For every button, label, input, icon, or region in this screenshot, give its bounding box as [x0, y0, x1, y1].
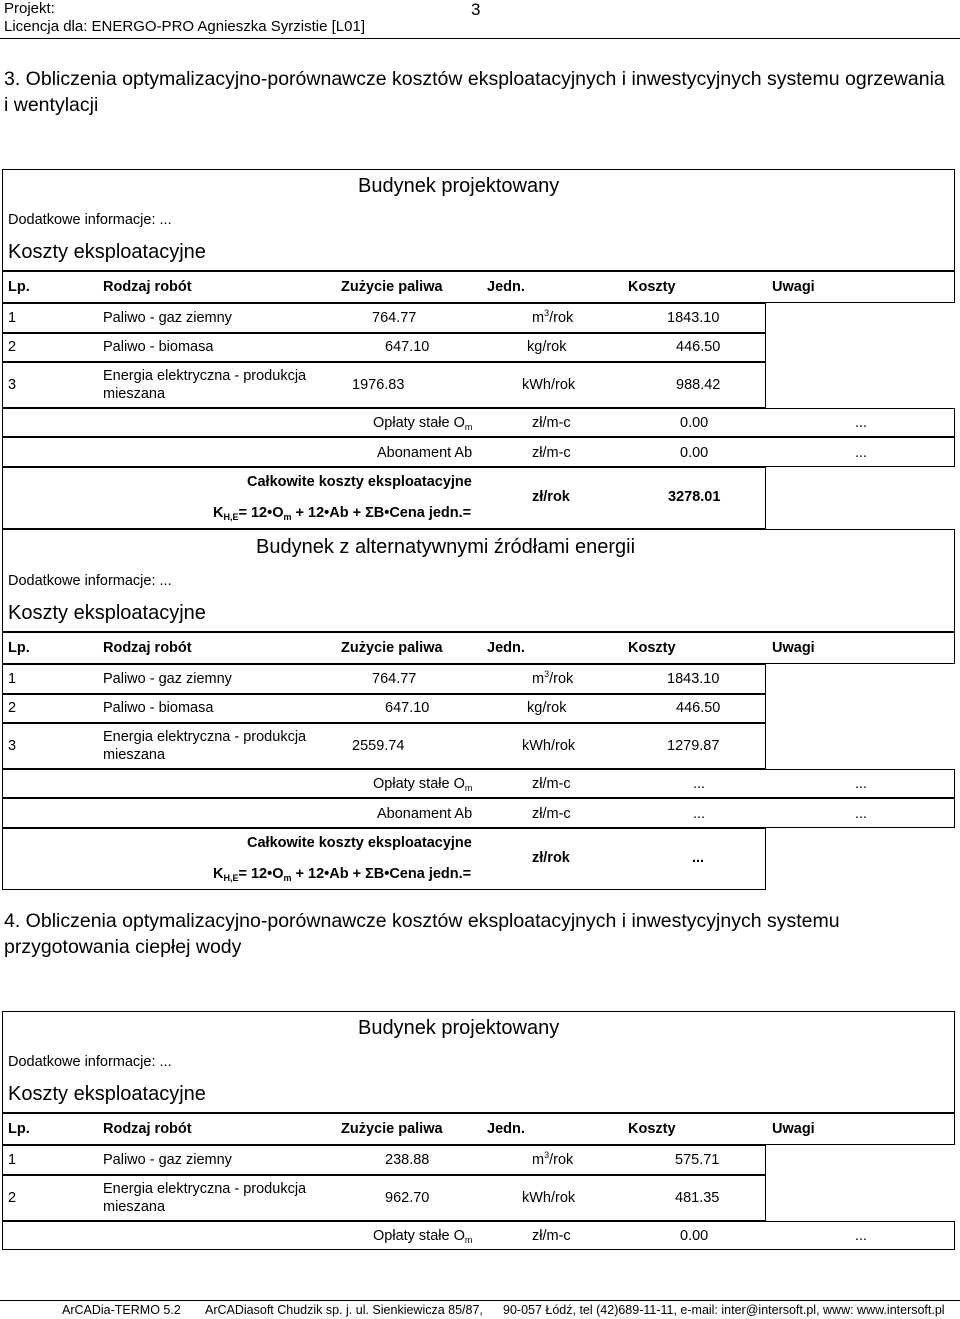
row-zuzycie: 1976.83 [352, 377, 405, 393]
fees-label: Opłaty stałe $O_m$ [373, 776, 473, 793]
col-rodzaj: Rodzaj robót [103, 279, 192, 295]
col-jedn: Jedn. [487, 640, 525, 656]
row-rodzaj-line1: Energia elektryczna - produkcja [103, 1181, 307, 1197]
row-koszty: 481.35 [675, 1190, 720, 1206]
fees-remarks: ... [855, 1228, 868, 1244]
row-koszty: 575.71 [675, 1152, 720, 1168]
row-koszty: 1279.87 [667, 738, 720, 754]
block-c-costs-heading: Koszty eksploatacyjne [8, 1083, 206, 1105]
project-label: Projekt: [4, 0, 55, 17]
col-lp: Lp. [8, 1121, 30, 1137]
subscription-label: Abonament Ab [377, 445, 473, 461]
row-lp: 1 [8, 1152, 17, 1168]
row-jedn: kWh/rok [522, 1190, 576, 1206]
row-lp: 3 [8, 738, 17, 754]
total-label: Całkowite koszty eksploatacyjne [247, 474, 472, 490]
row-jedn: $m^3$/rok [532, 1150, 574, 1168]
row-zuzycie: 647.10 [385, 700, 430, 716]
fees-unit: zł/m-c [532, 1228, 571, 1244]
row-jedn: kg/rok [527, 700, 567, 716]
row-koszty: 446.50 [676, 339, 721, 355]
total-unit: zł/rok [532, 489, 570, 505]
subscription-label: Abonament Ab [377, 806, 473, 822]
subscription-unit: zł/m-c [532, 806, 571, 822]
fees-value: 0.00 [680, 1228, 709, 1244]
col-lp: Lp. [8, 640, 30, 656]
col-lp: Lp. [8, 279, 30, 295]
row-rodzaj-line2: mieszana [103, 386, 166, 402]
row-lp: 1 [8, 671, 17, 687]
block-c-title: Budynek projektowany [358, 1017, 560, 1039]
row-jedn: $m^3$/rok [532, 308, 574, 326]
col-koszty: Koszty [628, 1121, 676, 1137]
block-a-additional-info: Dodatkowe informacje: ... [8, 212, 172, 228]
fees-label: Opłaty stałe $O_m$ [373, 1228, 473, 1245]
row-zuzycie: 647.10 [385, 339, 430, 355]
total-unit: zł/rok [532, 850, 570, 866]
row-rodzaj: Paliwo - gaz ziemny [103, 310, 232, 326]
total-value: ... [692, 850, 705, 866]
col-zuzycie: Zużycie paliwa [341, 1121, 443, 1137]
row-jedn: kWh/rok [522, 738, 576, 754]
fees-unit: zł/m-c [532, 776, 571, 792]
row-rodzaj: Paliwo - biomasa [103, 700, 214, 716]
row-zuzycie: 2559.74 [352, 738, 405, 754]
footer-address: 90-057 Łódź, tel (42)689-11-11, e-mail: inter@intersoft.pl, www: www.intersoft.pl [503, 1303, 945, 1317]
subscription-remarks: ... [855, 445, 868, 461]
total-formula: $K_{H,E}=$ $12•O_m$ + 12•Ab + ΣB•Cena jedn.= [213, 505, 472, 522]
col-koszty: Koszty [628, 279, 676, 295]
total-label: Całkowite koszty eksploatacyjne [247, 835, 472, 851]
fees-row [2, 408, 955, 437]
fees-value: ... [693, 776, 706, 792]
row-jedn: kg/rok [527, 339, 567, 355]
subscription-row [2, 798, 955, 828]
fees-row [2, 1221, 955, 1250]
fees-remarks: ... [855, 776, 868, 792]
row-rodzaj-line2: mieszana [103, 747, 166, 763]
block-c-additional-info: Dodatkowe informacje: ... [8, 1054, 172, 1070]
row-lp: 2 [8, 339, 17, 355]
row-zuzycie: 764.77 [372, 671, 417, 687]
row-koszty: 988.42 [676, 377, 721, 393]
section-3-title: 3. Obliczenia optymalizacyjno-porównawcze kosztów eksploatacyjnych i inwestycyjnych systemu ogrzewania i wentylacji [4, 68, 945, 116]
col-jedn: Jedn. [487, 1121, 525, 1137]
fees-label: Opłaty stałe $O_m$ [373, 415, 473, 432]
row-rodzaj: Paliwo - gaz ziemny [103, 671, 232, 687]
block-b-title: Budynek z alternatywnymi źródłami energii [256, 536, 636, 558]
row-rodzaj: Paliwo - biomasa [103, 339, 214, 355]
row-koszty: 1843.10 [667, 671, 720, 687]
col-jedn: Jedn. [487, 279, 525, 295]
row-rodzaj-line1: Energia elektryczna - produkcja [103, 729, 307, 745]
subscription-unit: zł/m-c [532, 445, 571, 461]
col-uwagi: Uwagi [772, 279, 815, 295]
row-lp: 2 [8, 1190, 17, 1206]
row-lp: 3 [8, 377, 17, 393]
col-uwagi: Uwagi [772, 1121, 815, 1137]
block-a-title: Budynek projektowany [358, 175, 560, 197]
fees-value: 0.00 [680, 415, 709, 431]
row-rodzaj-line1: Energia elektryczna - produkcja [103, 368, 307, 384]
col-koszty: Koszty [628, 640, 676, 656]
row-rodzaj: Paliwo - gaz ziemny [103, 1152, 232, 1168]
block-a-costs-heading: Koszty eksploatacyjne [8, 241, 206, 263]
total-value: 3278.01 [668, 489, 721, 505]
subscription-value: 0.00 [680, 445, 709, 461]
col-zuzycie: Zużycie paliwa [341, 279, 443, 295]
footer-divider [0, 1300, 960, 1301]
block-b-costs-heading: Koszty eksploatacyjne [8, 602, 206, 624]
row-koszty: 1843.10 [667, 310, 720, 326]
row-koszty: 446.50 [676, 700, 721, 716]
page-number: 3 [471, 0, 481, 19]
fees-remarks: ... [855, 415, 868, 431]
header-divider [0, 38, 960, 39]
fees-unit: zł/m-c [532, 415, 571, 431]
subscription-row [2, 437, 955, 467]
row-zuzycie: 238.88 [385, 1152, 430, 1168]
row-jedn: kWh/rok [522, 377, 576, 393]
col-uwagi: Uwagi [772, 640, 815, 656]
col-rodzaj: Rodzaj robót [103, 640, 192, 656]
col-zuzycie: Zużycie paliwa [341, 640, 443, 656]
fees-row [2, 769, 955, 798]
row-lp: 2 [8, 700, 17, 716]
subscription-value: ... [693, 806, 706, 822]
col-rodzaj: Rodzaj robót [103, 1121, 192, 1137]
row-zuzycie: 962.70 [385, 1190, 430, 1206]
block-b-additional-info: Dodatkowe informacje: ... [8, 573, 172, 589]
row-rodzaj-line2: mieszana [103, 1199, 166, 1215]
row-lp: 1 [8, 310, 17, 326]
subscription-remarks: ... [855, 806, 868, 822]
section-4-title: 4. Obliczenia optymalizacyjno-porównawcze kosztów eksploatacyjnych i inwestycyjnych systemu przygotowania ciepłej wody [4, 910, 840, 958]
footer-company: ArCADiasoft Chudzik sp. j. ul. Sienkiewicza 85/87, [205, 1303, 483, 1317]
footer-program: ArCADia-TERMO 5.2 [62, 1303, 181, 1317]
row-jedn: $m^3$/rok [532, 669, 574, 687]
row-zuzycie: 764.77 [372, 310, 417, 326]
total-formula: $K_{H,E}=$ $12•O_m$ + 12•Ab + ΣB•Cena jedn.= [213, 866, 472, 883]
license-text: Licencja dla: ENERGO-PRO Agnieszka Syrzistie [L01] [4, 18, 365, 35]
